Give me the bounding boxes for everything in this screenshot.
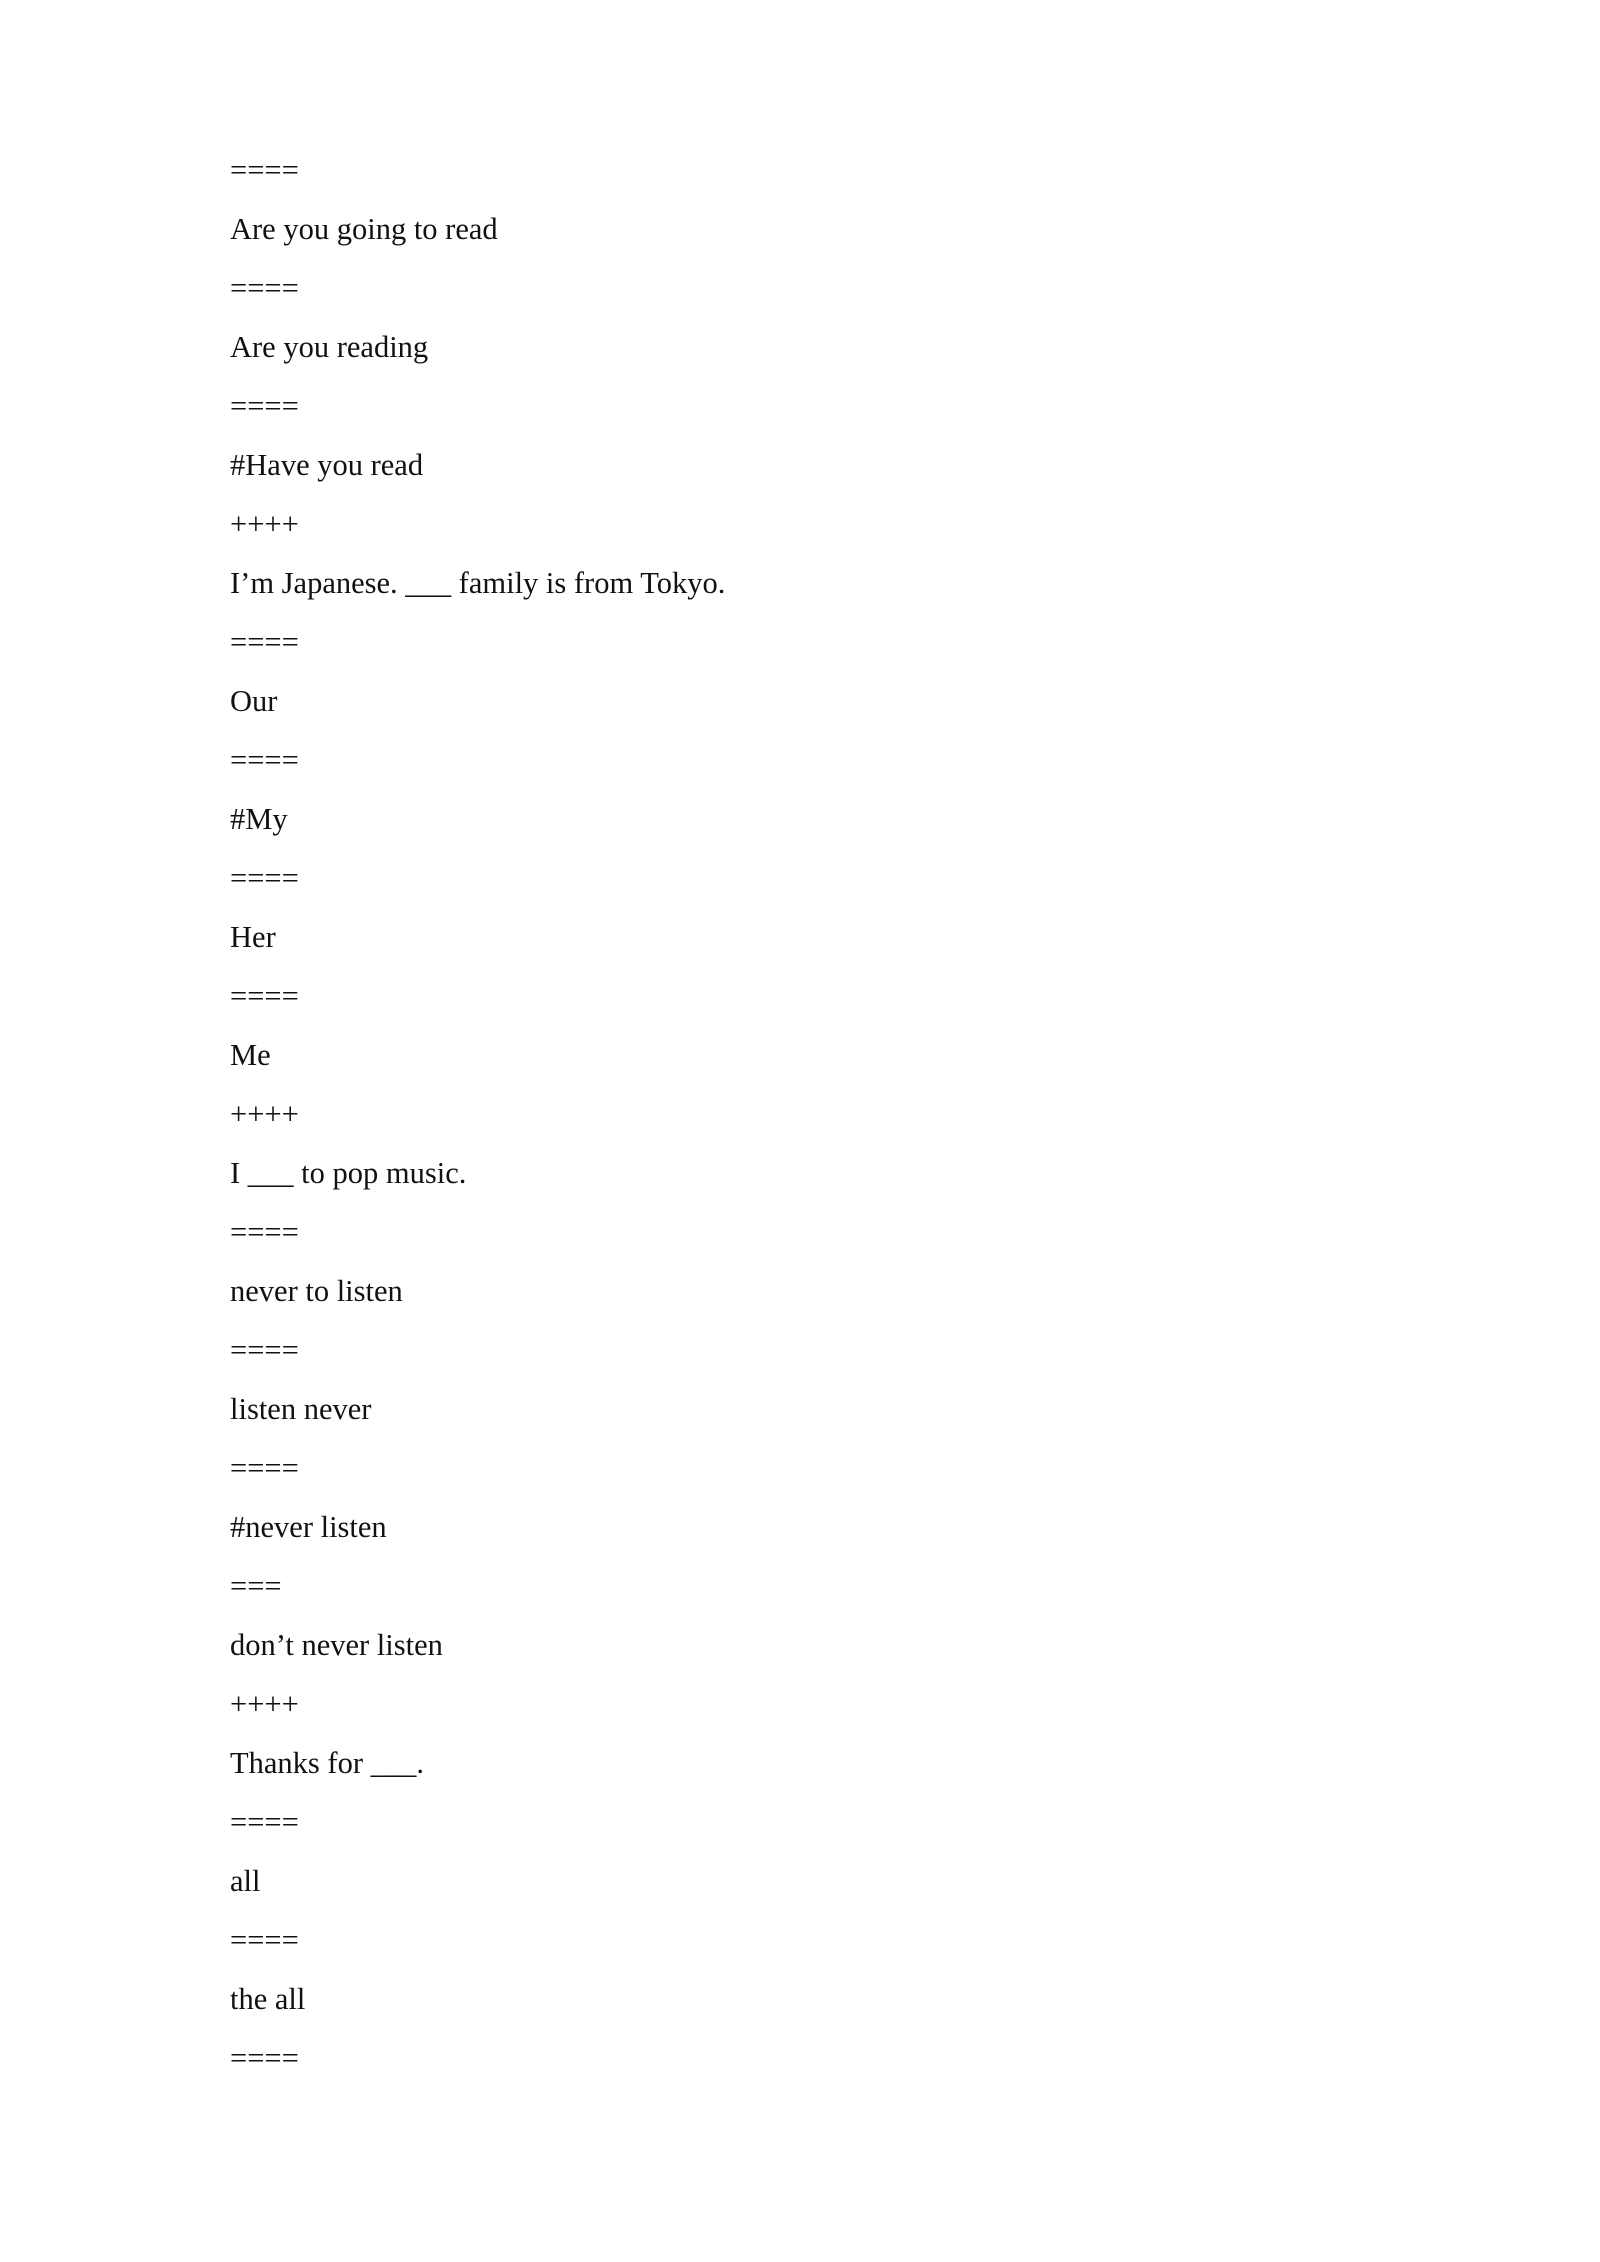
question-line: Thanks for ___.	[230, 1746, 424, 1780]
separator-line: ====	[230, 153, 299, 187]
separator-line: ====	[230, 389, 299, 423]
separator-line: ====	[230, 1805, 299, 1839]
separator-line: ===	[230, 1569, 282, 1603]
separator-line: ====	[230, 861, 299, 895]
option-line: the all	[230, 1982, 306, 2016]
option-line: Our	[230, 684, 278, 718]
option-line: never to listen	[230, 1274, 403, 1308]
question-line: I ___ to pop music.	[230, 1156, 467, 1190]
option-line: don’t never listen	[230, 1628, 443, 1662]
option-line: Are you going to read	[230, 212, 498, 246]
separator-line: ====	[230, 625, 299, 659]
separator-line: ====	[230, 1215, 299, 1249]
separator-line: ====	[230, 743, 299, 777]
separator-line: ====	[230, 1333, 299, 1367]
question-separator-line: ++++	[230, 507, 299, 541]
question-separator-line: ++++	[230, 1687, 299, 1721]
correct-option-line: #never listen	[230, 1510, 387, 1544]
separator-line: ====	[230, 271, 299, 305]
option-line: Me	[230, 1038, 271, 1072]
question-line: I’m Japanese. ___ family is from Tokyo.	[230, 566, 726, 600]
option-line: Her	[230, 920, 276, 954]
separator-line: ====	[230, 2041, 299, 2075]
option-line: listen never	[230, 1392, 372, 1426]
correct-option-line: #My	[230, 802, 288, 836]
option-line: Are you reading	[230, 330, 429, 364]
separator-line: ====	[230, 979, 299, 1013]
option-line: all	[230, 1864, 261, 1898]
correct-option-line: #Have you read	[230, 448, 424, 482]
question-separator-line: ++++	[230, 1097, 299, 1131]
separator-line: ====	[230, 1923, 299, 1957]
separator-line: ====	[230, 1451, 299, 1485]
